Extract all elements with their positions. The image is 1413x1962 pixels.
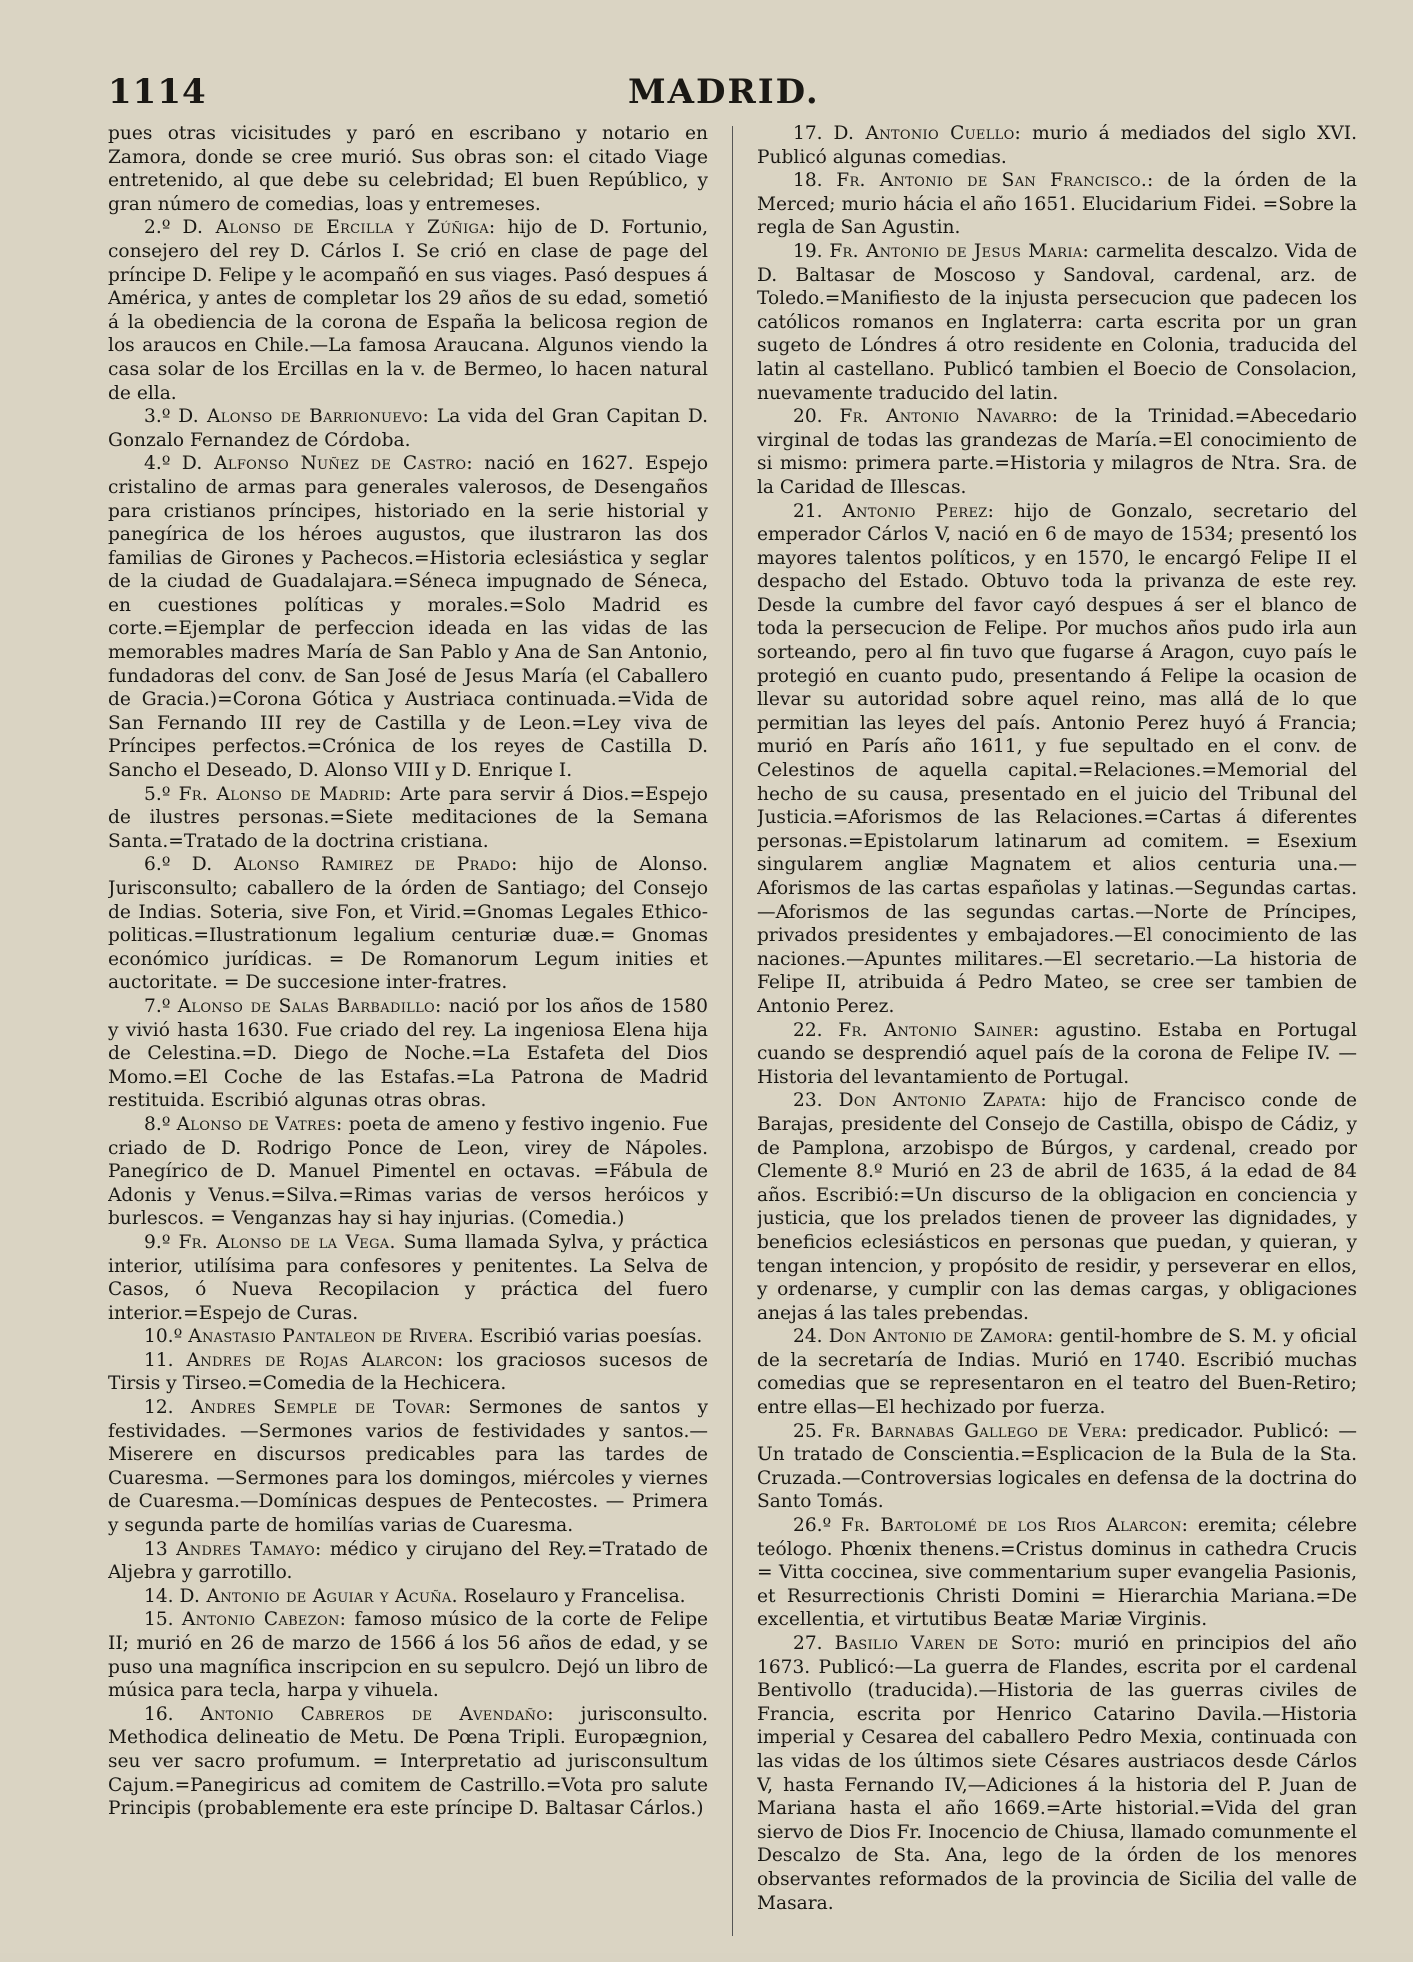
bibliography-entry: [108, 995, 708, 1113]
entry-text: de la órden de la Merced; murio hácia el año 1651. Elucidarium Fidei. =Sobre la regla de San Agustin.: [756, 170, 1357, 239]
column-divider: [732, 126, 733, 1936]
entry-number: 21.: [792, 500, 823, 522]
entry-number: 25.: [792, 1420, 823, 1442]
entry-text: los graciosos sucesos de Tirsis y Tirseo.=Comedia de la Hechicera.: [108, 1349, 708, 1395]
entry-text: La vida del Gran Capitan D. Gonzalo Fernandez de Córdoba.: [108, 406, 709, 451]
entry-number: 22.: [792, 1019, 823, 1041]
entry-text: hijo de Gonzalo, secretario del emperador Cárlos V, nació en 6 de mayo de 1534; presentó los mayores talentos políticos, y en 1570, le encargó Felipe II el despacho del Estado. Obtuvo toda la privanza de este rey. Desde la cumbre del favor cayó despues á ser el blanco de toda la persecucion de Felipe. Por muchos años pudo irla aun sorteando, pero al fin tuvo que fugarse á Aragon, cuyo país le protegió en cuanto pudo, presentando á Felipe la ocasion de llevar su autoridad sobre aquel reino, mas allá de lo que permitian las leyes del país. Antonio Perez huyó á Francia; murió en París año 1611, y fue sepultado en el conv. de Celestinos de aquella capital.=Relaciones.=Memorial del hecho de su causa, presentado en el juicio del Tribunal del Justicia.=Aforismos de las Relaciones.=Cartas á diferentes personas.=Epistolarum latinarum ad comitem. = Esexium singularem angliæ Magnatem et alios centuria una.—Aforismos de las cartas españolas y latinas.—Segundas cartas.—Aforismos de las segundas cartas.—Norte de Príncipes, privados presidentes y embajadores.—El conocimiento de las naciones.—Apuntes militares.—El secretario.—La historia de Felipe II, atribuida á Pedro Mateo, se cree ser tambien de Antonio Perez.: [756, 500, 1357, 1017]
author-name: Fr. Alonso de Madrid:: [178, 783, 392, 805]
author-name: Fr. Antonio de Jesus Maria:: [829, 240, 1090, 262]
author-name: Basilio Varen de Soto:: [834, 1633, 1062, 1654]
author-name: D. Alfonso Nuñez de Castro:: [181, 453, 473, 475]
author-name: D. Alonso de Barrionuevo:: [178, 406, 430, 428]
entry-text: Suma llamada Sylva, y práctica interior, utilísima para confesores y penitentes. La Selva de Casos, ó Nueva Recopilacion y práctica del fuero interior.=Espejo de Curas.: [108, 1231, 709, 1324]
entry-number: 6.º: [144, 854, 171, 876]
entry-text: Roselauro y Francelisa.: [463, 1585, 686, 1607]
bibliography-entry: [108, 1703, 708, 1821]
entry-number: 19.: [792, 240, 823, 262]
running-title: MADRID.: [628, 72, 820, 112]
bibliography-entry: [757, 1420, 1357, 1514]
entry-text: predicador. Publicó: —Un tratado de Conscientia.=Esplicacion de la Bula de la Sta. Cruzada.—Controversias logicales en defensa de la doctrina do Santo Tomás.: [756, 1420, 1357, 1513]
entry-number: 13: [144, 1538, 168, 1560]
author-name: Alonso de Vatres:: [176, 1113, 343, 1135]
entry-text: Sermones de santos y festividades. —Sermones varios de festividades y santos.—Miserere en discursos predicables para las tardes de Cuaresma. —Sermones para los domingos, miércoles y viernes de Cuaresma.—Domínicas despues de Pentecostes. — Primera y segunda parte de homilías varias de Cuaresma.: [108, 1397, 709, 1537]
author-name: Fr. Bartolomé de los Rios Alarcon:: [840, 1515, 1189, 1537]
right-column: [757, 122, 1357, 1962]
entry-text: médico y cirujano del Rey.=Tratado de Aljebra y garrotillo.: [108, 1538, 708, 1584]
entry-number: 23.: [792, 1090, 823, 1112]
entry-number: 12.: [144, 1397, 174, 1419]
bibliography-entry: [757, 500, 1357, 1019]
entry-text: hijo de Francisco conde de Barajas, presidente del Consejo de Castilla, obispo de Cádiz, y de Pamplona, arzobispo de Búrgos, y cardenal, creado por Clemente 8.º Murió en 23 de abril de 1635, á la edad de 84 años. Escribió:=Un discurso de la obligacion en conciencia y justicia, que los prelados tienen de proveer las dignidades, y beneficios eclesiásticos en personas que puedan, y quieran, y tengan intencion, y propósito de residir, y perseverar en ellos, y ordenarse, y cumplir con las demas cargas, y obligaciones anejas á las tales prebendas.: [756, 1090, 1357, 1324]
bibliography-entry: [108, 1113, 708, 1231]
entry-text: gentil-hombre de S. M. y oficial de la secretaría de Indias. Murió en 1740. Escribió muchas comedias que se representaron en el teatro del Buen-Retiro; entre ellas—El hechizado por fuerza.: [756, 1326, 1357, 1419]
author-name: D. Alonso Ramirez de Prado:: [191, 854, 518, 876]
entry-text: murio á mediados del siglo XVI. Publicó algunas comedias.: [756, 123, 1357, 168]
entry-number: 11.: [144, 1349, 174, 1371]
entry-number: 5.º: [144, 783, 171, 805]
author-name: Fr. Barnabas Gallego de Vera:: [831, 1420, 1128, 1442]
bibliography-entry: [108, 1538, 708, 1585]
bibliography-entry: [757, 1514, 1357, 1632]
author-name: Antonio Perez:: [842, 500, 995, 522]
entry-text: nació en 1627. Espejo cristalino de armas para generales valerosos, de Desengaños para cristianos príncipes, historiado en la serie historial y panegírica de los héroes augustos, que ilustraron las dos familias de Girones y Pachecos.=Historia eclesiástica y seglar de la ciudad de Guadalajara.=Séneca impugnado de Séneca, en cuestiones políticas y morales.=Solo Madrid es corte.=Ejemplar de perfeccion ideada en las vidas de las memorables madres María de San Pablo y Ana de San Antonio, fundadoras del conv. de San José de Jesus María (el Caballero de Gracia.)=Corona Gótica y Austriaca continuada.=Vida de San Fernando III rey de Castilla y de Leon.=Ley viva de Príncipes perfectos.=Crónica de los reyes de Castilla D. Sancho el Deseado, D. Alonso VIII y D. Enrique I.: [108, 453, 709, 782]
bibliography-entry: [757, 122, 1357, 169]
entry-number: 2.º: [144, 217, 171, 239]
author-name: Antonio Cabezon:: [181, 1609, 347, 1631]
bibliography-entry: [108, 1231, 708, 1325]
bibliography-entry: [757, 1325, 1357, 1419]
bibliography-entry: [108, 1325, 708, 1349]
bibliography-entry: [108, 452, 708, 782]
entry-number: 24.: [792, 1326, 823, 1348]
entry-text: nació por los años de 1580 y vivió hasta 1630. Fue criado del rey. La ingeniosa Elena hija de Celestina.=D. Diego de Noche.=La Estafeta del Dios Momo.=El Coche de las Estafas.=La Patrona de Madrid restituida. Escribió algunas otras obras.: [108, 995, 709, 1112]
author-name: Anastasio Pantaleon de Rivera.: [188, 1326, 474, 1348]
entry-text: hijo de D. Fortunio, consejero del rey D. Cárlos I. Se crió en clase de page del príncipe D. Felipe y le acompañó en sus viages. Pasó despues á América, y antes de completar los 29 años de su edad, sometió á la obediencia de la corona de España la belicosa region de los araucos en Chile.—La famosa Araucana. Algunos viendo la casa solar de los Ercillas en la v. de Bermeo, lo hacen natural de ella.: [108, 217, 709, 404]
entry-number: 7.º: [144, 995, 171, 1017]
entry-number: 8.º: [144, 1113, 171, 1135]
entry-number: 3.º: [144, 406, 171, 428]
author-name: Andres de Rojas Alarcon:: [186, 1349, 444, 1371]
entry-text: Arte para servir á Dios.=Espejo de ilustres personas.=Siete meditaciones de la Semana Santa.=Tratado de la doctrina cristiana.: [108, 783, 709, 852]
author-name: D. Antonio Cuello:: [833, 123, 1022, 144]
bibliography-entry: [108, 405, 708, 452]
bibliography-entry: [757, 240, 1357, 405]
left-column: [108, 122, 708, 1962]
page-number: 1114: [108, 72, 207, 112]
bibliography-entry: [108, 216, 708, 405]
entry-number: 20.: [792, 406, 823, 428]
entry-text: eremita; célebre teólogo. Phœnix thenens.=Cristus dominus in cathedra Crucis = Vitta coccinea, sive commentarium super evangelia Pasionis, et Resurrectionis Christi Domini = Hierarchia Mariana.=De excellentia, et virtutibus Beatæ Mariæ Virginis.: [756, 1515, 1357, 1631]
author-name: Fr. Alonso de la Vega.: [178, 1231, 396, 1253]
author-name: Andres Semple de Tovar:: [190, 1397, 452, 1419]
entry-number: 15.: [144, 1609, 174, 1631]
bibliography-entry: [108, 1608, 708, 1702]
bibliography-entry: [108, 122, 708, 216]
author-name: Andres Tamayo:: [176, 1538, 322, 1560]
bibliography-entry: [757, 1632, 1357, 1915]
author-name: Fr. Antonio de San Francisco.:: [836, 170, 1154, 192]
entry-number: 17.: [792, 123, 823, 144]
entry-number: 4.º: [144, 453, 171, 475]
page-header: [108, 72, 1357, 114]
text-columns: [108, 122, 1357, 1962]
bibliography-entry: [108, 1585, 708, 1609]
entry-text: famoso músico de la corte de Felipe II; murió en 26 de marzo de 1566 á los 56 años de edad, y se puso una magnífica inscripcion en su sepulcro. Dejó un libro de música para tecla, harpa y vihuela.: [108, 1609, 709, 1702]
entry-number: 26.º: [792, 1515, 832, 1537]
entry-number: 27.: [792, 1633, 823, 1654]
author-name: Don Antonio de Zamora:: [828, 1326, 1054, 1348]
entry-text: poeta de ameno y festivo ingenio. Fue criado de D. Rodrigo Ponce de Leon, virey de Nápoles. Panegírico de D. Manuel Pimentel en octavas. =Fábula de Adonis y Venus.=Silva.=Rimas varias de versos heróicos y burlescos. = Venganzas hay si hay injurias. (Comedia.): [108, 1113, 709, 1230]
entry-number: 14.: [144, 1585, 174, 1607]
author-name: Fr. Antonio Navarro:: [839, 406, 1059, 428]
entry-number: 16.: [144, 1703, 174, 1725]
entry-text: de la Trinidad.=Abecedario virginal de todas las grandezas de María.=El conocimiento de si mismo: primera parte.=Historia y milagros de Ntra. Sra. de la Caridad de Illescas.: [756, 406, 1357, 498]
entry-text: carmelita descalzo. Vida de D. Baltasar de Moscoso y Sandoval, cardenal, arz. de Toledo.=Manifiesto de la injusta persecucion que padecen los católicos romanos en Inglaterra: carta escrita por un gran sugeto de Lóndres á otro residente en Colonia, traducida del latin al castellano. Publicó tambien el Boecio de Consolacion, nuevamente traducido del latin.: [756, 240, 1357, 404]
author-name: Antonio Cabreros de Avendaño:: [200, 1703, 554, 1725]
entry-text: murió en principios del año 1673. Publicó:—La guerra de Flandes, escrita por el cardenal Bentivollo (traducida).—Historia de las guerras civiles de Francia, escrita por Henrico Catarino Davila.—Historia imperial y Cesarea del caballero Pedro Mexia, continuada con las vidas de los últimos siete Césares austriacos desde Cárlos V, hasta Fernando IV,—Adiciones á la historia del P. Juan de Mariana hasta el año 1669.=Arte historial.=Vida del gran siervo de Dios Fr. Inocencio de Chiusa, llamado comunmente el Descalzo de Sta. Ana, lego de la órden de los menores observantes reformados de la provincia de Sicilia del valle de Masara.: [756, 1633, 1357, 1914]
bibliography-entry: [757, 1089, 1357, 1325]
bibliography-entry: [108, 853, 708, 995]
entry-text: Escribió varias poesías.: [479, 1326, 703, 1348]
author-name: Fr. Antonio Sainer:: [838, 1019, 1040, 1041]
entry-number: 10.º: [144, 1326, 183, 1348]
author-name: D. Alonso de Ercilla y Zúñiga:: [182, 217, 496, 239]
author-name: Don Antonio Zapata:: [838, 1090, 1047, 1112]
entry-text: hijo de Alonso. Jurisconsulto; caballero de la órden de Santiago; del Consejo de Indias. Soteria, sive Fon, et Virid.=Gnomas Legales Ethico-politicas.=Ilustrationum legalium centuriæ duæ.= Gnomas económico jurídicas. = De Romanorum Legum inities et auctoritate. = De succesione inter-fratres.: [108, 854, 709, 994]
entry-text: agustino. Estaba en Portugal cuando se desprendió aquel país de la corona de Felipe IV. —Historia del levantamiento de Portugal.: [756, 1019, 1357, 1088]
entry-number: 18.: [792, 170, 823, 192]
entry-text: jurisconsulto. Methodica delineatio de Metu. De Pœna Tripli. Europægnion, seu ver sacro profumum. = Interpretatio ad jurisconsultum Cajum.=Panegiricus ad comitem de Castrillo.=Vota pro salute Principis (probablemente era este príncipe D. Baltasar Cárlos.): [108, 1703, 709, 1820]
author-name: D. Antonio de Aguiar y Acuña.: [179, 1585, 458, 1607]
author-name: Alonso de Salas Barbadillo:: [177, 995, 442, 1017]
bibliography-entry: [108, 783, 708, 854]
entry-text: pues otras vicisitudes y paró en escribano y notario en Zamora, donde se cree murió. Sus obras son: el citado Viage entretenido, al que debe su celebridad; El buen Repúblico, y gran número de comedias, loas y entremeses.: [108, 123, 709, 215]
entry-number: 9.º: [144, 1231, 171, 1253]
bibliography-entry: [757, 405, 1357, 499]
bibliography-entry: [108, 1396, 708, 1538]
bibliography-entry: [757, 1019, 1357, 1090]
bibliography-entry: [757, 169, 1357, 240]
bibliography-entry: [108, 1349, 708, 1396]
